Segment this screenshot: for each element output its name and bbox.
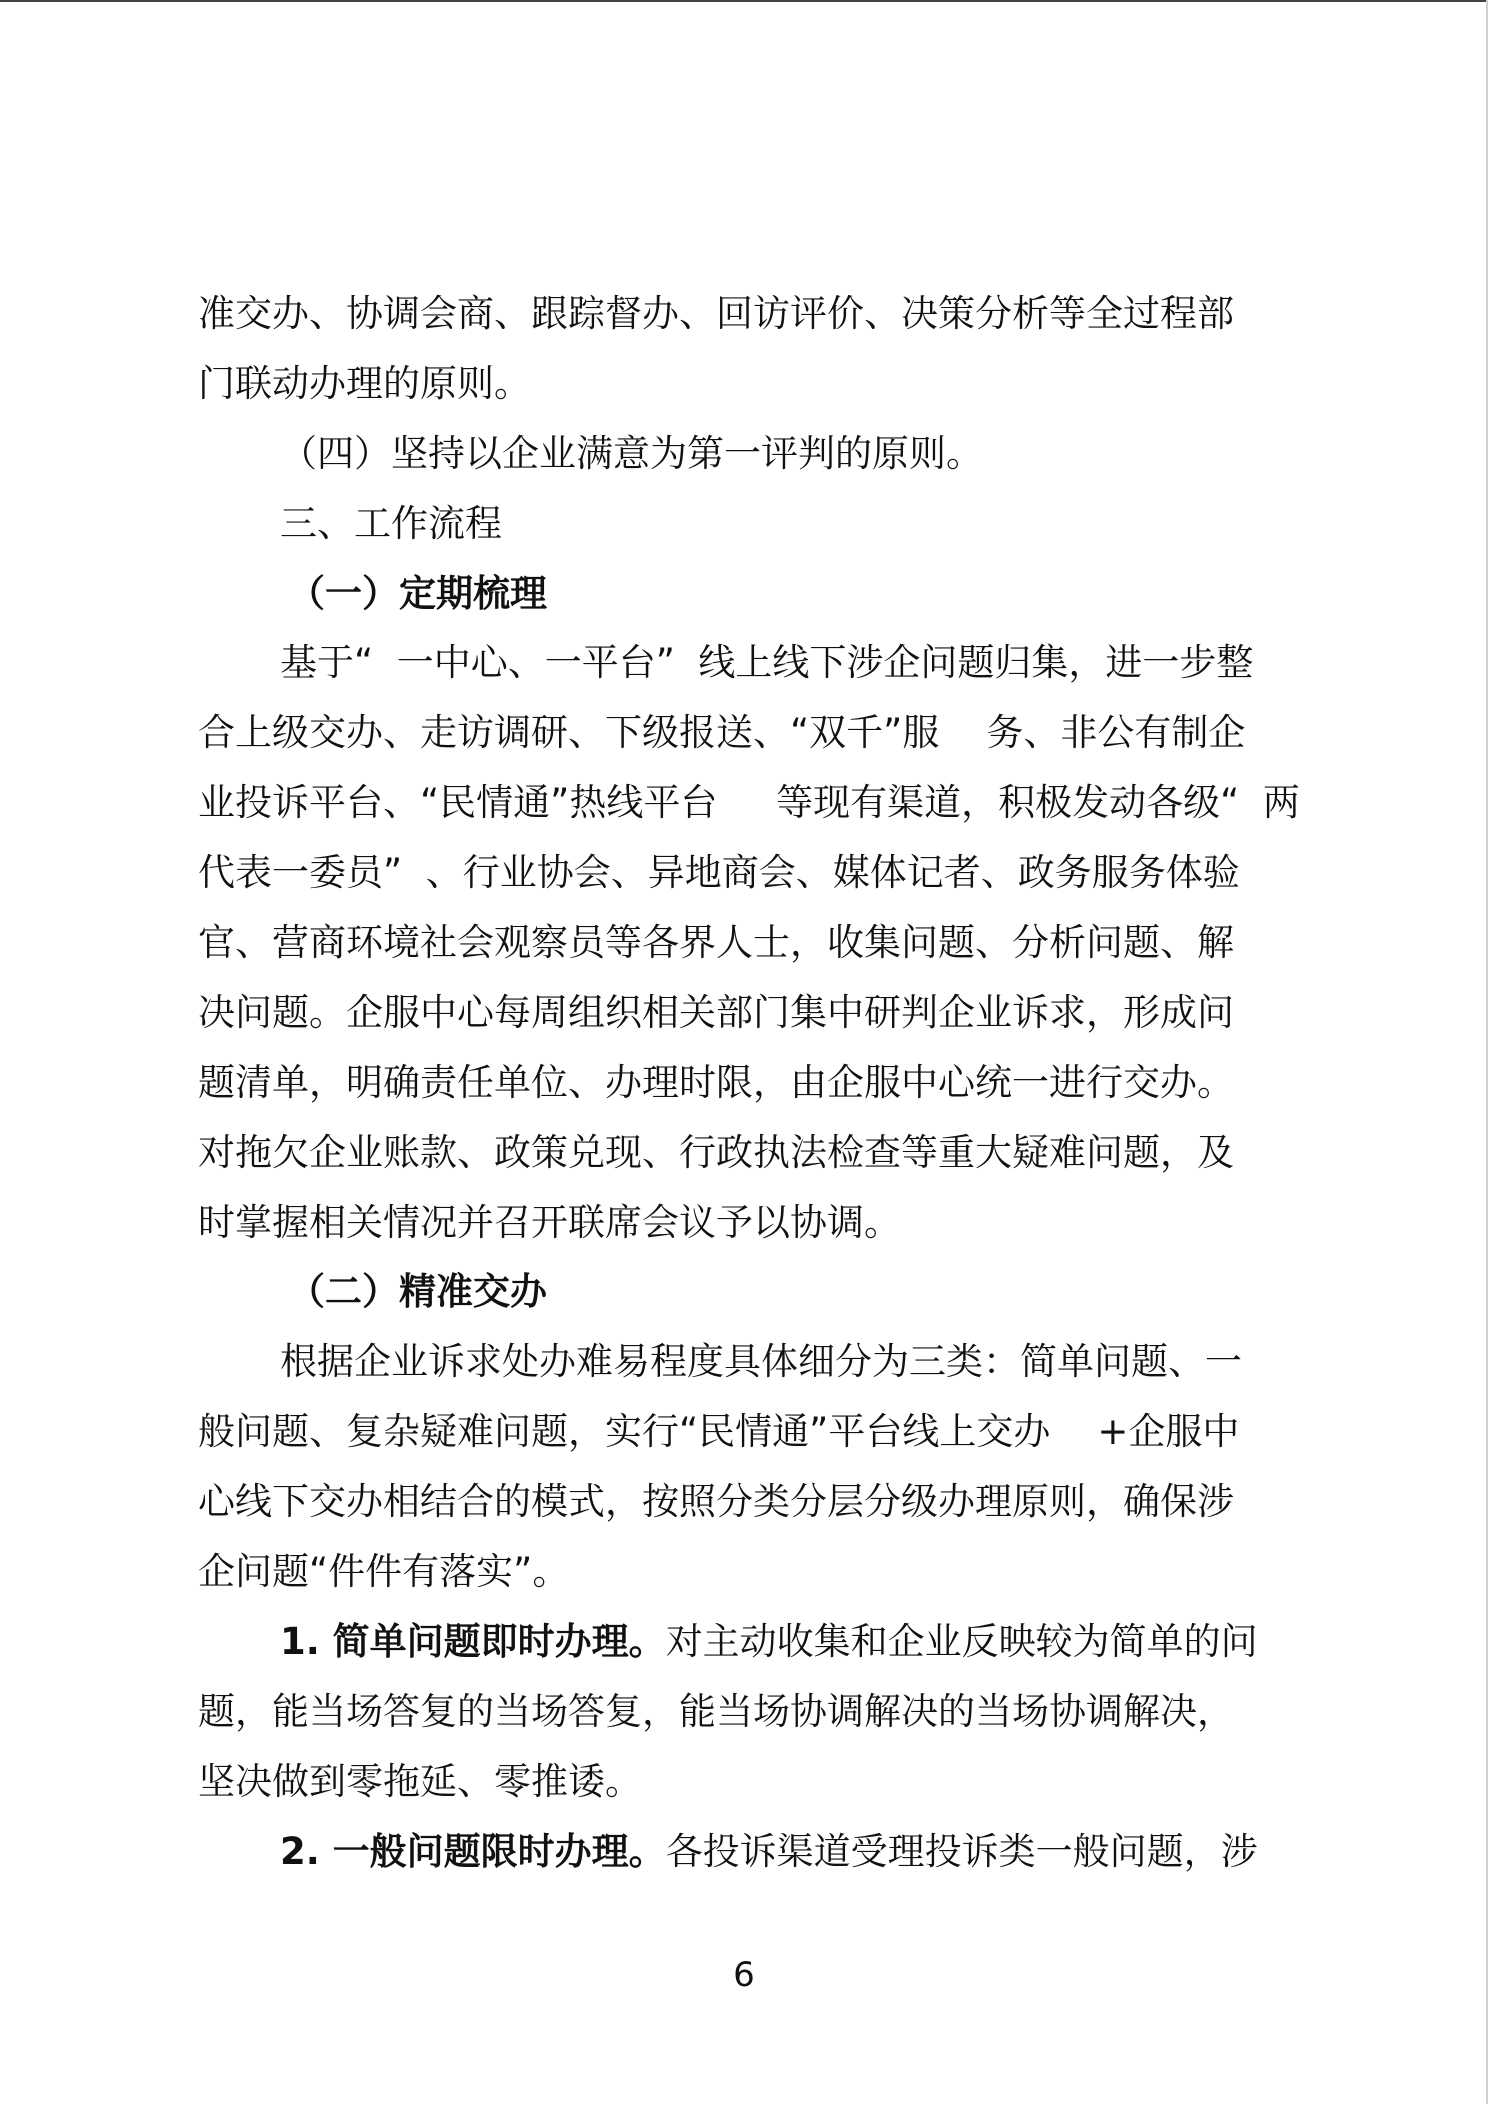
page-number: 6 bbox=[733, 1955, 755, 1995]
section-heading-workflow: 三、工作流程 bbox=[280, 501, 502, 545]
item-simple-issues bbox=[198, 1607, 1308, 1677]
body-line: 题清单，明确责任单位、办理时限，由企服中心统一进行交办。 bbox=[198, 1060, 1234, 1104]
body-line: 基于“ 一中心、一平台” 线上线下涉企问题归集，进一步整 bbox=[280, 641, 1254, 685]
item-text: 对主动收集和企业反映较为简单的问 bbox=[665, 1619, 1258, 1663]
document-body bbox=[198, 279, 1308, 1886]
body-line: 般问题、复杂疑难问题，实行“民情通”平台线上交办 +企服中 bbox=[198, 1410, 1240, 1454]
body-line: 题，能当场答复的当场答复，能当场协调解决的当场协调解决， bbox=[198, 1689, 1234, 1733]
item-general-issues bbox=[198, 1817, 1308, 1887]
subheading-regular-review: （一）定期梳理 bbox=[288, 571, 547, 615]
body-line: 对拖欠企业账款、政策兑现、行政执法检查等重大疑难问题，及 bbox=[198, 1130, 1234, 1174]
body-line: 准交办、协调会商、跟踪督办、回访评价、决策分析等全过程部 bbox=[198, 292, 1234, 335]
body-line: 时掌握相关情况并召开联席会议予以协调。 bbox=[198, 1200, 901, 1244]
body-line: 合上级交办、走访调研、下级报送、“双千”服 务、非公有制企 bbox=[198, 711, 1246, 755]
body-line: 代表一委员” 、行业协会、异地商会、媒体记者、政务服务体验 bbox=[198, 851, 1240, 895]
top-border bbox=[0, 0, 1488, 2]
body-line: 门联动办理的原则。 bbox=[198, 361, 531, 405]
body-line: 企问题“件件有落实”。 bbox=[198, 1550, 570, 1594]
item-title: 1. 简单问题即时办理。 bbox=[280, 1619, 666, 1663]
item-title: 2. 一般问题限时办理。 bbox=[280, 1829, 666, 1873]
body-line: 根据企业诉求处办难易程度具体细分为三类：简单问题、一 bbox=[280, 1340, 1242, 1384]
body-line: 官、营商环境社会观察员等各界人士，收集问题、分析问题、解 bbox=[198, 921, 1234, 965]
body-line: 业投诉平台、“民情通”热线平台 等现有渠道，积极发动各级“ 两 bbox=[198, 781, 1300, 825]
body-line: 决问题。企服中心每周组织相关部门集中研判企业诉求，形成问 bbox=[198, 990, 1234, 1034]
body-line: 坚决做到零拖延、零推诿。 bbox=[198, 1759, 642, 1803]
item-text: 各投诉渠道受理投诉类一般问题，涉 bbox=[665, 1829, 1258, 1873]
principle-four: （四）坚持以企业满意为第一评判的原则。 bbox=[280, 431, 983, 475]
subheading-precise-assignment: （二）精准交办 bbox=[288, 1270, 547, 1314]
body-line: 心线下交办相结合的模式，按照分类分层分级办理原则，确保涉 bbox=[198, 1480, 1234, 1524]
